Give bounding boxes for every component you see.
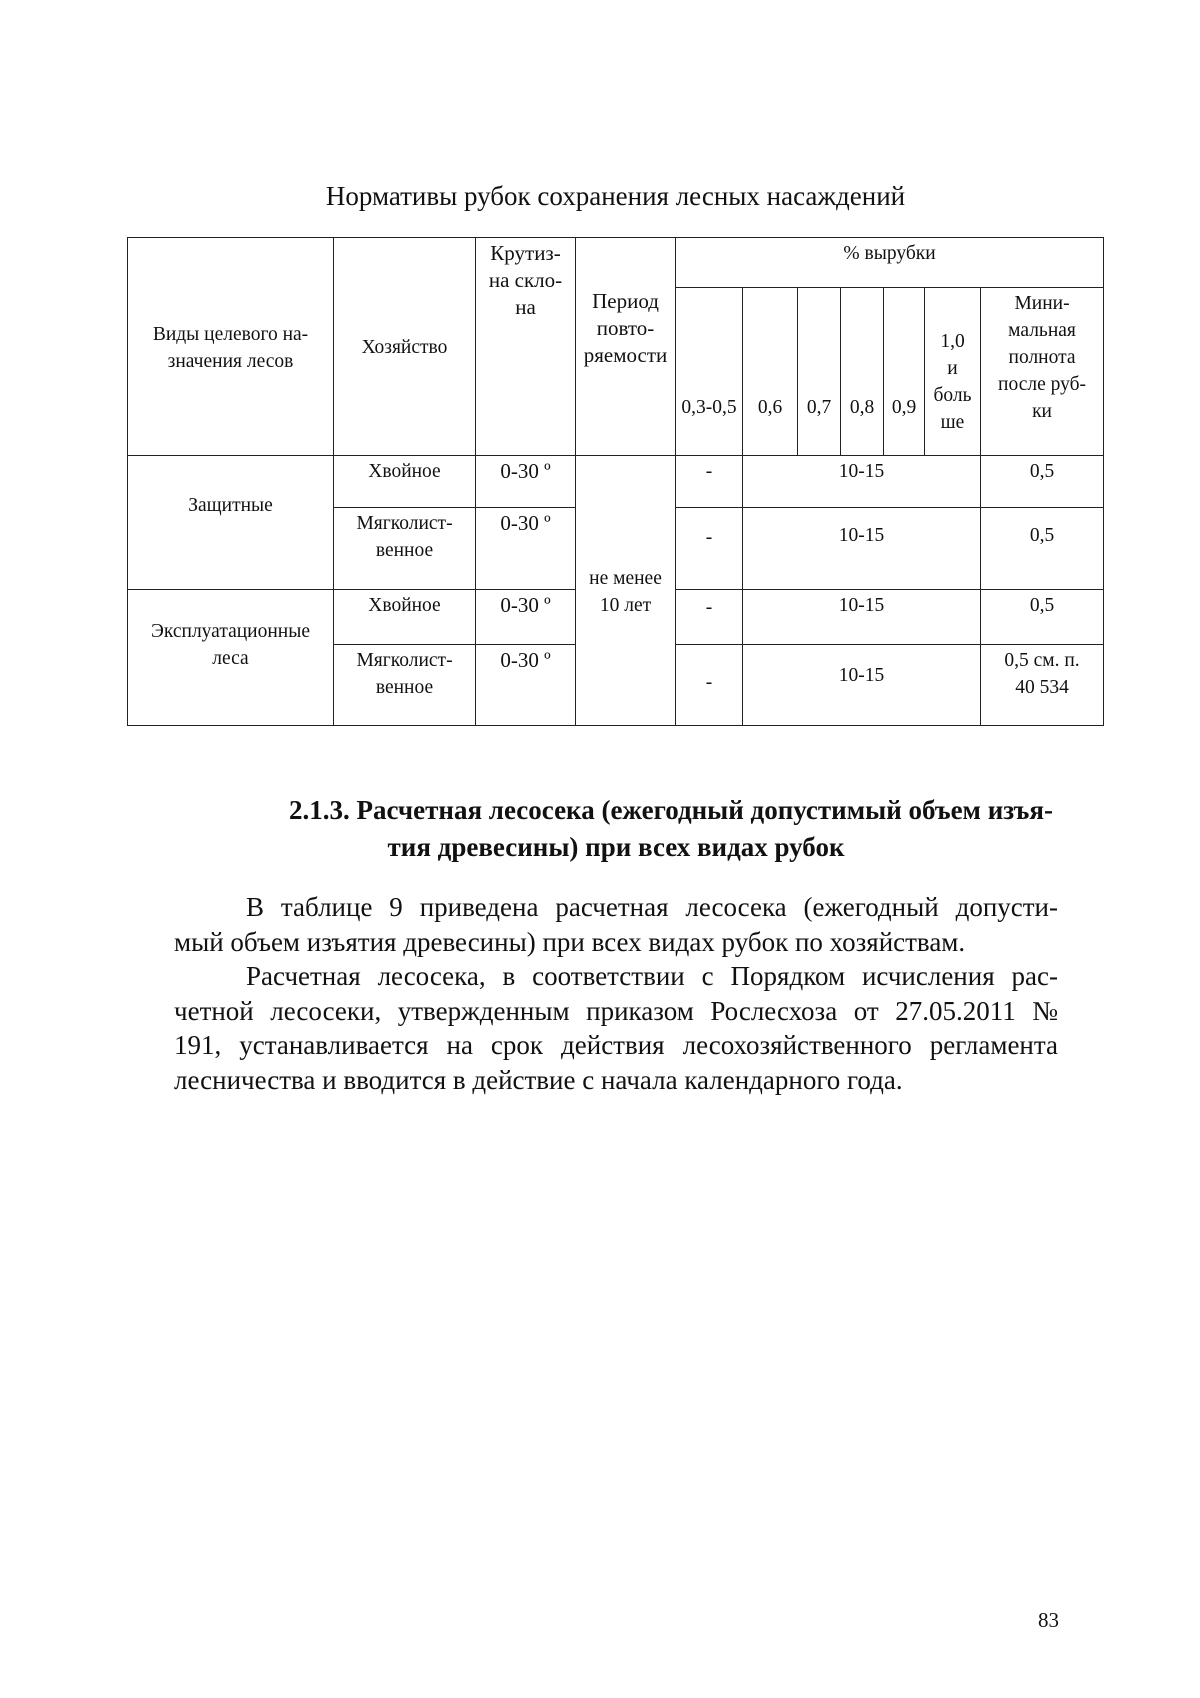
period-cell xyxy=(576,456,676,726)
period-line: не менее xyxy=(589,567,662,589)
header-period-line: повто- xyxy=(596,316,655,340)
paragraph xyxy=(174,959,1058,1097)
density-03-05-cell: - xyxy=(676,590,743,645)
farm-cell: Хвойное xyxy=(334,456,476,508)
header-density-label: 0,8 xyxy=(849,397,875,418)
header-forest-type-line: Виды целевого на- xyxy=(152,323,309,345)
table-caption: Нормативы рубок сохранения лесных насаждений xyxy=(325,181,906,211)
section-body xyxy=(174,890,1058,1097)
header-density-label: 0,6 xyxy=(757,397,783,418)
cutting-norms-table xyxy=(127,237,1104,726)
min-density-line: 40 534 xyxy=(1015,677,1069,698)
min-density-line: 0,5 см. п. xyxy=(1004,650,1080,671)
header-slope-line: Крутиз- xyxy=(490,241,561,265)
table-row xyxy=(128,456,1104,508)
min-density-cell xyxy=(981,645,1104,726)
header-density-10-line: ше xyxy=(940,412,965,433)
header-min-density xyxy=(981,288,1104,456)
min-density-cell: 0,5 xyxy=(981,508,1104,590)
slope-cell: 0-30 º xyxy=(476,456,576,508)
header-slope-line: на скло- xyxy=(488,268,563,292)
range-cell: 10-15 xyxy=(743,508,981,590)
header-density-07 xyxy=(798,288,841,456)
header-density-03-05 xyxy=(676,288,743,456)
paragraph-line: лесничества и вводится в действие с начала календарного года. xyxy=(174,1064,903,1095)
header-cut-percent: % вырубки xyxy=(676,238,1104,288)
section-heading-line: тия древесины) при всех видах рубок xyxy=(387,832,845,862)
paragraph-line: В таблице 9 приведена расчетная лесосека (ежегодный допусти- xyxy=(246,892,1058,922)
page-number: 83 xyxy=(1038,1608,1059,1632)
header-forest-type xyxy=(128,238,334,456)
header-min-density-line: Мини- xyxy=(1014,293,1070,314)
header-density-10-line: боль xyxy=(933,385,972,406)
header-min-density-line: ки xyxy=(1032,401,1052,422)
header-slope xyxy=(476,238,576,456)
header-density-label: 0,7 xyxy=(806,397,832,418)
farm-line: Мягколист- xyxy=(356,650,453,671)
min-density-cell: 0,5 xyxy=(981,590,1104,645)
header-period xyxy=(576,238,676,456)
paragraph xyxy=(174,890,1058,959)
section-heading xyxy=(175,792,1057,866)
group-name-line: леса xyxy=(212,648,249,669)
slope-cell: 0-30 º xyxy=(476,508,576,590)
slope-cell: 0-30 º xyxy=(476,590,576,645)
header-density-label: 0,9 xyxy=(891,397,917,418)
farm-line: венное xyxy=(375,677,434,698)
header-density-08 xyxy=(841,288,884,456)
range-cell: 10-15 xyxy=(743,456,981,508)
paragraph-line: четной лесосеки, утвержденным приказом Рослесхоза от 27.05.2011 № xyxy=(174,995,1058,1026)
farm-cell xyxy=(334,508,476,590)
min-density-cell: 0,5 xyxy=(981,456,1104,508)
paragraph-line: Расчетная лесосека, в соответствии с Порядком исчисления рас- xyxy=(246,961,1058,991)
slope-cell: 0-30 º xyxy=(476,645,576,726)
header-period-line: Период xyxy=(592,289,659,313)
range-cell: 10-15 xyxy=(743,590,981,645)
farm-cell: Хвойное xyxy=(334,590,476,645)
header-farm: Хозяйство xyxy=(334,238,476,456)
group-name: Защитные xyxy=(128,456,334,590)
farm-line: Мягколист- xyxy=(356,513,453,534)
farm-cell xyxy=(334,645,476,726)
header-min-density-line: полнота xyxy=(1008,347,1076,368)
header-density-10 xyxy=(925,288,981,456)
period-line: 10 лет xyxy=(599,594,652,616)
header-density-10-line: 1,0 xyxy=(940,331,965,352)
density-03-05-cell: - xyxy=(676,456,743,508)
header-density-label: 0,3-0,5 xyxy=(681,397,737,418)
section-heading-line: 2.1.3. Расчетная лесосека (ежегодный допустимый объем изъя- xyxy=(288,795,1053,825)
paragraph-line: мый объем изъятия древесины) при всех видах рубок по хозяйствам. xyxy=(174,926,966,957)
density-03-05-cell: - xyxy=(676,645,743,726)
density-03-05-cell: - xyxy=(676,508,743,590)
range-cell: 10-15 xyxy=(743,645,981,726)
header-min-density-line: мальная xyxy=(1008,320,1076,341)
header-forest-type-line: значения лесов xyxy=(167,350,294,372)
farm-line: венное xyxy=(375,540,434,561)
header-density-09 xyxy=(884,288,925,456)
group-name xyxy=(128,590,334,726)
group-name-line: Эксплуатационные xyxy=(151,621,310,642)
header-density-10-line: и xyxy=(947,358,958,379)
header-min-density-line: после руб- xyxy=(998,374,1087,395)
header-period-line: ряемости xyxy=(583,343,668,367)
header-density-06 xyxy=(743,288,798,456)
header-slope-line: на xyxy=(515,295,536,319)
paragraph-line: 191, устанавливается на срок действия лесохозяйственного регламента xyxy=(174,1030,1058,1060)
